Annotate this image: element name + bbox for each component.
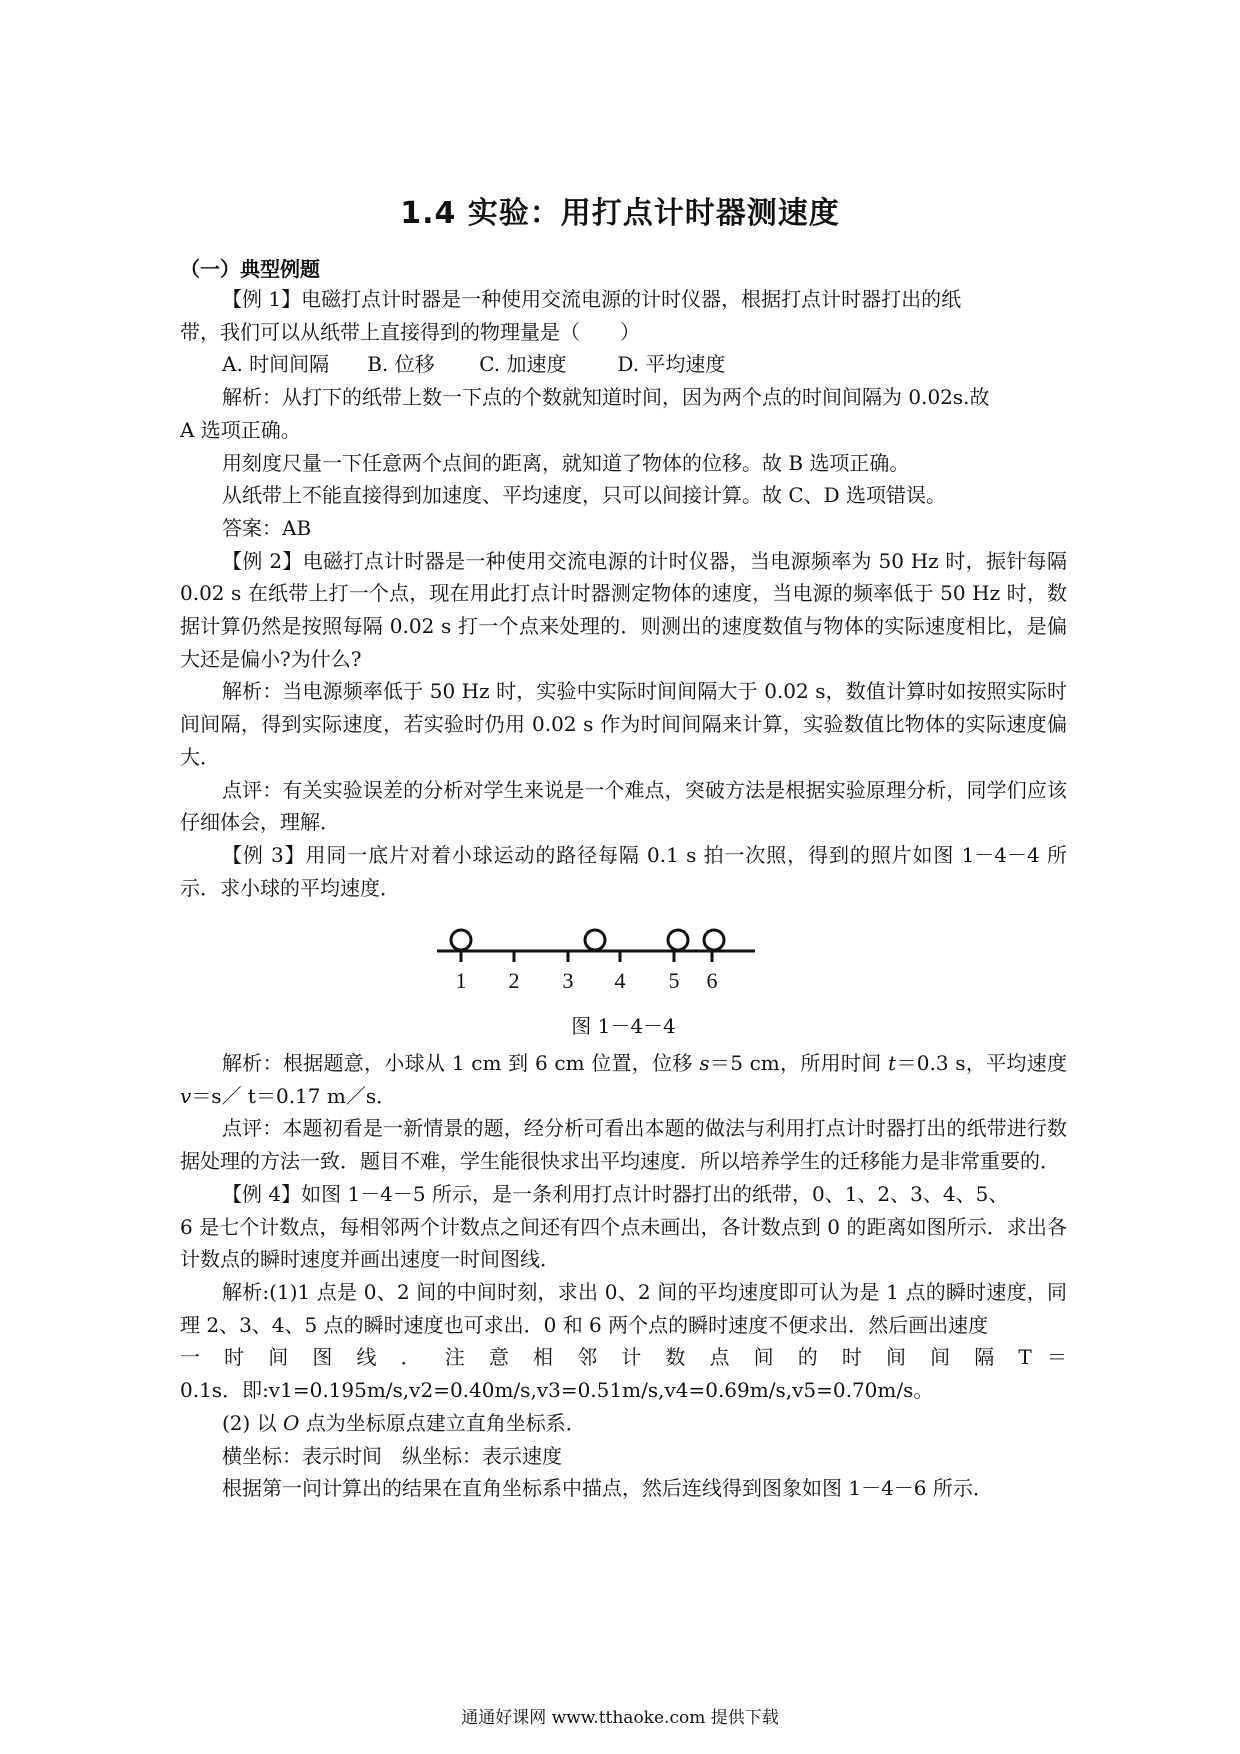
ex3-analysis	[180, 1047, 1067, 1112]
ex4-question-rest: 6 是七个计数点，每相邻两个计数点之间还有四个点未画出，各计数点到 0 的距离如图所示．求出各计数点的瞬时速度并画出速度一时间图线．	[180, 1214, 1067, 1272]
ball	[704, 930, 724, 950]
ex2-analysis: 解析：当电源频率低于 50 Hz 时，实验中实际时间间隔大于 0.02 s，数值计算时如按照实际时间间隔，得到实际速度，若实验时仍用 0.02 s 作为时间间隔来计算，实验数值比物体的实际速度偏大．	[180, 679, 1067, 769]
ex2-question: 【例 2】电磁打点计时器是一种使用交流电源的计时仪器，当电源频率为 50 Hz 时，振针每隔 0.02 s 在纸带上打一个点，现在用此打点计时器测定物体的速度，当电源的频率低于 50 Hz 时，数据计算仍然是按照每隔 0.02 s 打一个点来处理的．则测出的速度数值与物体的实际速度相比，是偏大还是偏小?为什么?	[180, 548, 1067, 671]
document-body	[180, 283, 1067, 1505]
ex3-question: 【例 3】用同一底片对着小球运动的路径每隔 0.1 s 拍一次照，得到的照片如图 1－4－4 所示．求小球的平均速度．	[180, 842, 1067, 900]
ex4-analysis-values: 0.1s．即:v1=0.195m/s,v2=0.40m/s,v3=0.51m/s,v4=0.69m/s,v5=0.70m/s。	[180, 1378, 934, 1403]
tick-marks	[461, 951, 712, 962]
balls	[451, 930, 724, 950]
ball-track-diagram	[437, 918, 757, 1006]
section-heading: （一）典型例题	[180, 257, 320, 281]
ex1-analysis-2: 用刻度尺量一下任意两个点间的距离，就知道了物体的位移。故 B 选项正确。	[222, 450, 910, 475]
ex1-options: A. 时间间隔 B. 位移 C. 加速度 D. 平均速度	[222, 352, 726, 377]
ex4-question-line1: 【例 4】如图 1－4－5 所示，是一条利用打点计时器打出的纸带，0、1、2、3、4、5、	[222, 1181, 1009, 1206]
ex4-step2-post: 点为坐标原点建立直角坐标系．	[299, 1410, 586, 1435]
symbol-origin: O	[283, 1410, 300, 1435]
ex1-analysis-3: 从纸带上不能直接得到加速度、平均速度，只可以间接计算。故 C、D 选项错误。	[222, 483, 947, 508]
ex3-analysis-mid1: ＝5 cm，所用时间	[709, 1051, 889, 1076]
ex4-axes: 横坐标：表示时间 纵坐标：表示速度	[222, 1443, 562, 1468]
ball	[451, 930, 471, 950]
ex3-analysis-end: ＝s／ t＝0.17 m／s．	[191, 1083, 397, 1108]
ex4-step2	[180, 1407, 1067, 1440]
figure-caption: 图 1－4－4	[571, 1014, 676, 1039]
ex2-comment: 点评：有关实验误差的分析对学生来说是一个难点，突破方法是根据实验原理分析，同学们应该仔细体会，理解．	[180, 777, 1067, 835]
tick-label: 5	[668, 968, 680, 994]
ex1-analysis-1b: A 选项正确。	[180, 417, 301, 442]
symbol-s: s	[699, 1051, 710, 1076]
tick-label: 2	[508, 968, 520, 994]
ex4-conclusion: 根据第一问计算出的结果在直角坐标系中描点，然后连线得到图象如图 1－4－6 所示．	[222, 1476, 993, 1501]
ex4-analysis-main: 解析:(1)1 点是 0、2 间的中间时刻，求出 0、2 间的平均速度即可认为是 1 点的瞬时速度，同理 2、3、4、5 点的瞬时速度也可求出．0 和 6 两个点的瞬时速度不便求出．然后画出速度	[180, 1279, 1067, 1337]
ex4-analysis-spread: 一 时 间 图 线 ． 注 意 相 邻 计 数 点 间 的 时 间 间 隔 T ＝	[180, 1345, 1067, 1370]
tick-label: 1	[455, 968, 467, 994]
ex3-comment: 点评：本题初看是一新情景的题，经分析可看出本题的做法与利用打点计时器打出的纸带进行数据处理的方法一致．题目不难，学生能很快求出平均速度．所以培养学生的迁移能力是非常重要的．	[180, 1116, 1067, 1174]
ex3-analysis-pre: 解析：根据题意，小球从 1 cm 到 6 cm 位置，位移	[222, 1051, 700, 1076]
ex3-analysis-mid2: ＝0.3 s，平均速度	[896, 1051, 1067, 1076]
tick-label: 4	[614, 968, 626, 994]
tick-label: 6	[706, 968, 718, 994]
page-footer: 通通好课网 www.tthaoke.com 提供下载	[461, 1708, 779, 1728]
symbol-t: t	[888, 1051, 897, 1076]
ex4-step2-pre: (2) 以	[222, 1410, 284, 1435]
ex1-question-line1: 【例 1】电磁打点计时器是一种使用交流电源的计时仪器，根据打点计时器打出的纸	[222, 287, 962, 311]
ball	[585, 930, 605, 950]
symbol-v: v	[180, 1083, 192, 1108]
page-title: 1.4 实验：用打点计时器测速度	[400, 196, 840, 231]
ex1-analysis-1: 解析：从打下的纸带上数一下点的个数就知道时间，因为两个点的时间间隔为 0.02s.故	[222, 385, 990, 410]
figure-1-4-4	[180, 918, 1067, 1006]
ball	[668, 930, 688, 950]
ex1-answer: 答案：AB	[222, 515, 312, 540]
tick-labels	[456, 968, 718, 993]
tick-label: 3	[562, 968, 574, 994]
ex1-question-line2: 带，我们可以从纸带上直接得到的物理量是（ ）	[180, 319, 640, 344]
